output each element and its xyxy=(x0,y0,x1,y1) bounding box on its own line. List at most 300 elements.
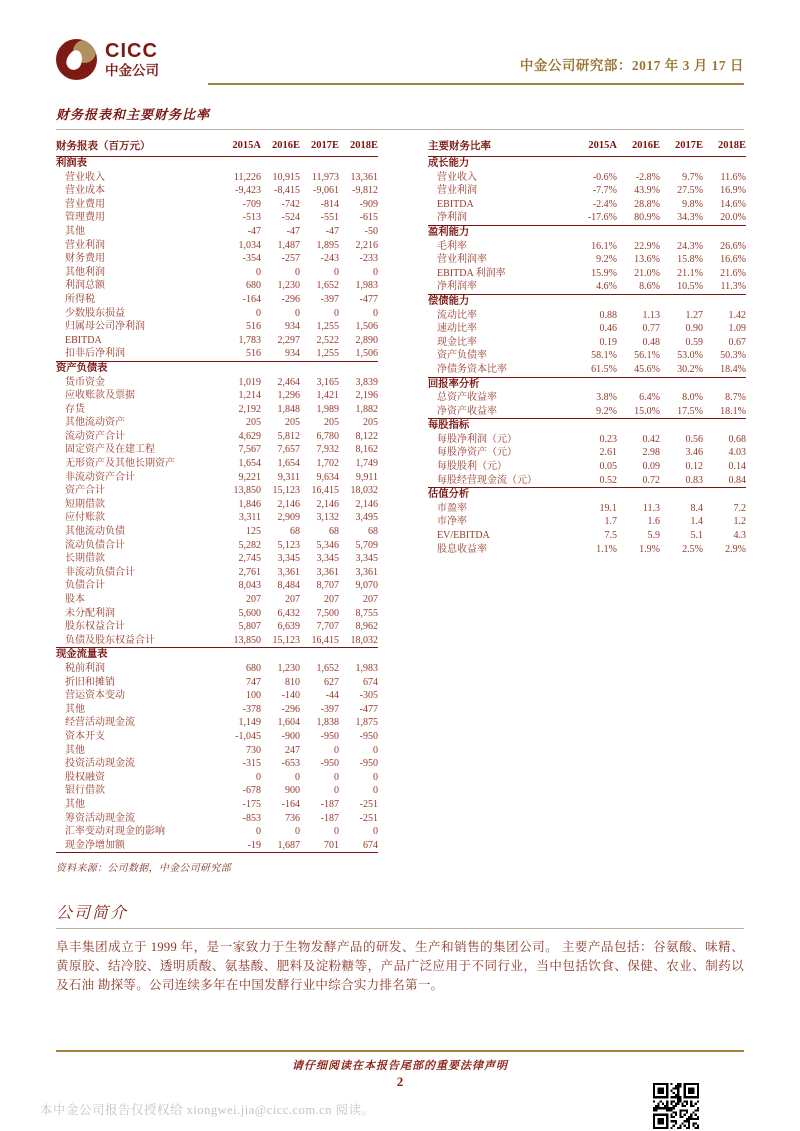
table-row xyxy=(428,267,746,281)
tables-area xyxy=(56,137,744,874)
cell-value: 13.6% xyxy=(634,254,660,266)
row-label: 货币资金 xyxy=(65,376,105,388)
cell-value: 0.90 xyxy=(685,323,703,335)
table-row xyxy=(56,566,378,580)
row-label: 净利润 xyxy=(428,211,574,225)
cell-value: 8,043 xyxy=(238,580,261,592)
cell-value: 14.6% xyxy=(720,198,746,210)
table-row xyxy=(56,211,378,225)
row-label: 负债及股东权益合计 xyxy=(56,634,222,648)
row-label: 每股净利润（元） xyxy=(437,433,517,445)
section-header-row xyxy=(428,294,746,308)
table-row xyxy=(56,389,378,403)
cell-value: 1.1% xyxy=(596,543,617,555)
cell-value: -315 xyxy=(242,758,261,770)
table-row xyxy=(428,171,746,185)
row-label: 利润总额 xyxy=(65,280,105,292)
row-label: 财务费用 xyxy=(65,253,105,265)
cell-value: 207 xyxy=(324,594,339,605)
cell-value: -354 xyxy=(242,253,261,265)
row-label: 其他流动资产 xyxy=(65,417,125,429)
table-row xyxy=(56,771,378,785)
row-label: 所得税 xyxy=(65,293,95,305)
table-row xyxy=(56,525,378,539)
table-row xyxy=(428,529,746,543)
cell-value: 207 xyxy=(285,594,300,605)
section-header-row xyxy=(56,361,378,375)
cell-value: 17.5% xyxy=(660,405,703,419)
row-label: 负债合计 xyxy=(65,580,105,592)
cell-value: 0 xyxy=(256,826,261,838)
cell-value: 16.9% xyxy=(720,185,746,197)
cell-value: 15,123 xyxy=(261,634,300,648)
row-label: 应付账款 xyxy=(65,512,105,524)
cell-value: 3,361 xyxy=(355,566,378,578)
cell-value: 16,415 xyxy=(311,485,339,497)
row-label: 营业利润 xyxy=(437,185,477,197)
cell-value: 10,915 xyxy=(272,171,300,183)
cell-value: 627 xyxy=(324,676,339,688)
logo-subtitle: 中金公司 xyxy=(105,62,159,78)
cell-value: 1.6 xyxy=(647,516,660,528)
cell-value: 30.2% xyxy=(660,363,703,377)
cell-value: 0.68 xyxy=(728,433,746,445)
cell-value: -305 xyxy=(359,690,378,702)
financial-ratios-column xyxy=(428,137,746,556)
section-header-row xyxy=(56,648,378,662)
row-label: 税前利润 xyxy=(65,662,105,674)
cell-value: 247 xyxy=(285,744,300,756)
cell-value: 9,311 xyxy=(277,471,300,483)
cell-value: 1,255 xyxy=(300,347,339,361)
footer-watermark: 本中金公司报告仅授权给 xiongwei.jia@cicc.com.cn 阅读。 xyxy=(40,1103,375,1117)
cell-value: 900 xyxy=(285,785,300,797)
cell-value: 9,634 xyxy=(316,471,339,483)
row-label: 长期借款 xyxy=(65,553,105,565)
logo-text xyxy=(105,41,159,78)
cell-value: 18.4% xyxy=(703,363,746,377)
row-label: 流动负债合计 xyxy=(65,539,125,551)
table-row xyxy=(56,634,378,648)
cell-value: 50.3% xyxy=(720,350,746,362)
cell-value: 18,032 xyxy=(350,485,378,497)
row-label: 营业利润率 xyxy=(437,254,487,266)
section-header-row xyxy=(428,488,746,502)
row-label: 营业收入 xyxy=(65,171,105,183)
source-note: 资料来源：公司数据，中金公司研究部 xyxy=(56,863,232,875)
section-header-row xyxy=(428,225,746,239)
row-label: 总资产收益率 xyxy=(437,392,497,404)
cell-value: 21.1% xyxy=(677,267,703,279)
section-name: 估值分析 xyxy=(428,489,470,501)
cell-value: 34.3% xyxy=(660,211,703,225)
cell-value: -950 xyxy=(359,758,378,770)
cell-value: 0 xyxy=(373,785,378,797)
table-row xyxy=(56,498,378,512)
cell-value: -551 xyxy=(320,212,339,224)
cell-value: 5,600 xyxy=(238,607,261,619)
cell-value: 2.9% xyxy=(725,543,746,555)
cell-value: 1,421 xyxy=(316,390,339,402)
row-label: 营业收入 xyxy=(437,171,477,183)
cell-value: -909 xyxy=(359,198,378,210)
row-label: EBITDA 利润率 xyxy=(437,267,506,279)
row-label: 现金净增加额 xyxy=(56,839,222,853)
cell-value: 4.3 xyxy=(733,530,746,542)
cell-value: 26.6% xyxy=(720,240,746,252)
cell-value: 7,707 xyxy=(316,621,339,633)
cell-value: 1,838 xyxy=(316,717,339,729)
cell-value: -709 xyxy=(242,198,261,210)
table-row xyxy=(428,460,746,474)
table-row xyxy=(56,293,378,307)
table-row xyxy=(56,730,378,744)
cell-value: 7,500 xyxy=(316,607,339,619)
table-row xyxy=(56,376,378,390)
table-row xyxy=(56,430,378,444)
cell-value: 2,146 xyxy=(277,498,300,510)
table-row xyxy=(56,784,378,798)
cell-value: 1,654 xyxy=(238,458,261,470)
cell-value: -2.4% xyxy=(592,198,617,210)
cell-value: 8.0% xyxy=(682,392,703,404)
cell-value: 1.9% xyxy=(639,543,660,555)
table-row xyxy=(56,471,378,485)
cell-value: 2,745 xyxy=(238,553,261,565)
page-header xyxy=(56,33,744,85)
logo-title: CICC xyxy=(105,39,158,62)
cell-value: 16.6% xyxy=(720,254,746,266)
row-label: 其他利润 xyxy=(65,266,105,278)
cell-value: 680 xyxy=(246,662,261,674)
cell-value: -164 xyxy=(242,293,261,305)
section-name: 现金流量表 xyxy=(56,649,108,661)
cell-value: 3,345 xyxy=(355,553,378,565)
table-row xyxy=(56,812,378,826)
cell-value: 9.7% xyxy=(682,171,703,183)
cell-value: 10.5% xyxy=(660,280,703,294)
cell-value: -44 xyxy=(325,690,339,702)
cell-value: 21.0% xyxy=(634,267,660,279)
cell-value: 1,230 xyxy=(277,662,300,674)
table-title: 财务报表（百万元） xyxy=(56,137,222,157)
cell-value: -742 xyxy=(281,198,300,210)
row-label: 流动资产合计 xyxy=(65,430,125,442)
row-label: 速动比率 xyxy=(437,323,477,335)
table-row xyxy=(428,515,746,529)
cell-value: -175 xyxy=(242,798,261,810)
cell-value: 1.13 xyxy=(642,309,660,321)
cell-value: 0 xyxy=(373,307,378,319)
cell-value: 68 xyxy=(290,526,300,538)
cell-value: 3,311 xyxy=(238,512,261,524)
cell-value: -0.6% xyxy=(592,171,617,183)
section-name: 每股指标 xyxy=(428,420,470,432)
cell-value: 3,345 xyxy=(277,553,300,565)
cell-value: 9.2% xyxy=(596,254,617,266)
cell-value: 1.27 xyxy=(685,309,703,321)
table-row xyxy=(428,391,746,405)
table-row xyxy=(56,416,378,430)
page-number: 2 xyxy=(396,1074,404,1089)
table-row xyxy=(428,543,746,557)
cell-value: 53.0% xyxy=(677,350,703,362)
row-label: 存货 xyxy=(65,403,85,415)
cell-value: 15.8% xyxy=(677,254,703,266)
cell-value: 0 xyxy=(295,826,300,838)
row-label: 毛利率 xyxy=(437,240,467,252)
cell-value: 1,983 xyxy=(355,280,378,292)
cell-value: -378 xyxy=(242,703,261,715)
cell-value: 11,973 xyxy=(311,171,339,183)
cell-value: 2,146 xyxy=(316,498,339,510)
cell-value: 0.12 xyxy=(685,461,703,473)
table-row xyxy=(56,716,378,730)
cell-value: -1,045 xyxy=(235,730,261,742)
financial-statements-table xyxy=(56,137,378,853)
cell-value: 1,296 xyxy=(277,390,300,402)
cell-value: 18,032 xyxy=(339,634,378,648)
table-row xyxy=(428,198,746,212)
cell-value: 9,221 xyxy=(238,471,261,483)
cell-value: 43.9% xyxy=(634,185,660,197)
cell-value: 8.7% xyxy=(725,392,746,404)
row-label: 非流动资产合计 xyxy=(65,471,135,483)
cell-value: 18.1% xyxy=(703,405,746,419)
table-row xyxy=(56,539,378,553)
cell-value: -251 xyxy=(359,798,378,810)
cell-value: 0.67 xyxy=(728,336,746,348)
cell-value: -2.8% xyxy=(635,171,660,183)
cell-value: 9.8% xyxy=(682,198,703,210)
cell-value: 5,812 xyxy=(277,430,300,442)
cell-value: 0.23 xyxy=(599,433,617,445)
cell-value: -296 xyxy=(281,703,300,715)
cell-value: 5.9 xyxy=(647,530,660,542)
row-label: 投资活动现金流 xyxy=(65,758,135,770)
row-label: 营业费用 xyxy=(65,198,105,210)
table-row xyxy=(56,307,378,321)
table-header-row xyxy=(56,137,378,157)
department-date: 中金公司研究部：2017 年 3 月 17 日 xyxy=(519,58,744,73)
cell-value: 7,932 xyxy=(316,444,339,456)
table-row xyxy=(56,689,378,703)
table-row xyxy=(56,839,378,853)
cell-value: 810 xyxy=(285,676,300,688)
table-row xyxy=(428,280,746,294)
cell-value: 15.0% xyxy=(617,405,660,419)
cell-value: 207 xyxy=(246,594,261,605)
row-label: 股息收益率 xyxy=(437,543,487,555)
cell-value: 3,839 xyxy=(355,376,378,388)
row-label: 其他 xyxy=(65,703,85,715)
cell-value: 1.42 xyxy=(728,309,746,321)
table-row xyxy=(56,171,378,185)
cell-value: 0.77 xyxy=(642,323,660,335)
cell-value: 0 xyxy=(373,744,378,756)
cell-value: 0.52 xyxy=(574,474,617,488)
company-profile-text: 阜丰集团成立于 1999 年，是一家致力于生物发酵产品的研发、生产和销售的集团公司。 主要产品包括：谷氨酸、味精、黄原胶、结冷胶、透明质酸、氨基酸、肥料及淀粉糖等，产品广泛应用于不同行业，当中包括饮食、保健、农业、制药以及石油 勘探等。公司连续多年在中国发酵行业中综合实力排名第一。 xyxy=(56,940,744,993)
table-row xyxy=(428,309,746,323)
table-row xyxy=(428,474,746,488)
table-row xyxy=(56,225,378,239)
cell-value: -187 xyxy=(320,812,339,824)
table-title: 主要财务比率 xyxy=(428,137,574,157)
row-label: 短期借款 xyxy=(65,498,105,510)
section-header-row xyxy=(428,419,746,433)
row-label: 净债务资本比率 xyxy=(428,363,574,377)
cell-value: 0 xyxy=(373,771,378,783)
table-row xyxy=(56,798,378,812)
cell-value: -477 xyxy=(359,703,378,715)
column-header: 2017E xyxy=(660,137,703,157)
cell-value: 205 xyxy=(324,417,339,429)
cell-value: 2,196 xyxy=(355,390,378,402)
cell-value: 20.0% xyxy=(703,211,746,225)
section-name: 资产负债表 xyxy=(56,362,108,374)
table-row xyxy=(56,334,378,348)
cell-value: 5,123 xyxy=(277,539,300,551)
cell-value: 934 xyxy=(285,321,300,333)
cell-value: 68 xyxy=(329,526,339,538)
cell-value: 0 xyxy=(373,826,378,838)
cell-value: 5,282 xyxy=(238,539,261,551)
table-header-row xyxy=(428,137,746,157)
cell-value: 13,850 xyxy=(222,634,261,648)
cell-value: 100 xyxy=(246,690,261,702)
company-profile xyxy=(56,900,744,995)
cell-value: -47 xyxy=(247,225,261,237)
cell-value: -524 xyxy=(281,212,300,224)
cell-value: 1.7 xyxy=(604,516,617,528)
row-label: 每股经营现金流（元） xyxy=(428,474,574,488)
cell-value: 5,346 xyxy=(316,539,339,551)
cell-value: 13,361 xyxy=(350,171,378,183)
cell-value: 8,162 xyxy=(355,444,378,456)
cell-value: 11.6% xyxy=(720,171,746,183)
company-profile-title: 公司简介 xyxy=(56,900,744,929)
table-row xyxy=(428,184,746,198)
cell-value: 0.83 xyxy=(660,474,703,488)
cell-value: 1,149 xyxy=(238,717,261,729)
cell-value: 205 xyxy=(246,417,261,429)
row-label: 净资产收益率 xyxy=(428,405,574,419)
section-header-row xyxy=(428,377,746,391)
cell-value: 0 xyxy=(334,744,339,756)
table-row xyxy=(56,676,378,690)
table-row xyxy=(56,457,378,471)
row-label: 扣非后净利润 xyxy=(56,347,222,361)
cell-value: 2.98 xyxy=(642,447,660,459)
cell-value: -19 xyxy=(222,839,261,853)
row-label: 其他 xyxy=(65,798,85,810)
cell-value: 8,122 xyxy=(355,430,378,442)
row-label: 净利润率 xyxy=(428,280,574,294)
cell-value: 0 xyxy=(295,307,300,319)
row-label: 股权融资 xyxy=(65,771,105,783)
cell-value: 4.6% xyxy=(574,280,617,294)
row-label: 经营活动现金流 xyxy=(65,717,135,729)
cell-value: 3,361 xyxy=(277,566,300,578)
cell-value: -853 xyxy=(242,812,261,824)
cell-value: 7.5 xyxy=(604,530,617,542)
cell-value: 61.5% xyxy=(574,363,617,377)
cell-value: 9,911 xyxy=(355,471,378,483)
cell-value: 1,687 xyxy=(261,839,300,853)
cell-value: -47 xyxy=(286,225,300,237)
cell-value: -233 xyxy=(359,253,378,265)
cell-value: -950 xyxy=(359,730,378,742)
section-name: 成长能力 xyxy=(428,158,470,169)
cell-value: -513 xyxy=(242,212,261,224)
table-row xyxy=(428,240,746,254)
table-row xyxy=(56,511,378,525)
row-label: 资产合计 xyxy=(65,485,105,497)
table-row xyxy=(56,579,378,593)
cell-value: 8,962 xyxy=(355,621,378,633)
cell-value: -950 xyxy=(320,730,339,742)
cell-value: -296 xyxy=(281,293,300,305)
footer-rule xyxy=(56,1050,744,1052)
table-row xyxy=(56,757,378,771)
row-label: 少数股东损益 xyxy=(65,307,125,319)
table-row xyxy=(56,607,378,621)
cell-value: 16.1% xyxy=(591,240,617,252)
cell-value: 1,882 xyxy=(355,403,378,415)
cell-value: -397 xyxy=(320,293,339,305)
row-label: 每股净资产（元） xyxy=(437,447,517,459)
cell-value: 934 xyxy=(261,347,300,361)
financial-ratios-table xyxy=(428,137,746,556)
cell-value: 2,909 xyxy=(277,512,300,524)
row-label: 现金比率 xyxy=(437,336,477,348)
cell-value: 3,495 xyxy=(355,512,378,524)
cell-value: 1,506 xyxy=(355,321,378,333)
table-row xyxy=(56,620,378,634)
table-row xyxy=(428,363,746,377)
cell-value: 0 xyxy=(256,771,261,783)
cell-value: 11.3% xyxy=(703,280,746,294)
cell-value: 736 xyxy=(285,812,300,824)
cell-value: -164 xyxy=(281,798,300,810)
cell-value: 1,230 xyxy=(277,280,300,292)
cell-value: 2,464 xyxy=(277,376,300,388)
cell-value: -140 xyxy=(281,690,300,702)
section-title-block xyxy=(56,104,744,130)
column-header: 2016E xyxy=(261,137,300,157)
cell-value: 2,146 xyxy=(355,498,378,510)
row-label: 营业成本 xyxy=(65,185,105,197)
table-row xyxy=(428,211,746,225)
qr-code-icon xyxy=(653,1083,699,1129)
cell-value: 207 xyxy=(363,594,378,605)
cell-value: 0 xyxy=(334,826,339,838)
cell-value: 22.9% xyxy=(634,240,660,252)
cell-value: 516 xyxy=(222,347,261,361)
cell-value: 0 xyxy=(256,307,261,319)
cell-value: 0.46 xyxy=(599,323,617,335)
cell-value: 2.5% xyxy=(682,543,703,555)
cell-value: 19.1 xyxy=(599,502,617,514)
cell-value: -50 xyxy=(364,225,378,237)
cell-value: -900 xyxy=(281,730,300,742)
table-row xyxy=(56,184,378,198)
cell-value: 1,255 xyxy=(316,321,339,333)
cell-value: 1,783 xyxy=(238,334,261,346)
cell-value: 15,123 xyxy=(272,485,300,497)
row-label: 应收账款及票据 xyxy=(65,390,135,402)
cell-value: 0.05 xyxy=(599,461,617,473)
